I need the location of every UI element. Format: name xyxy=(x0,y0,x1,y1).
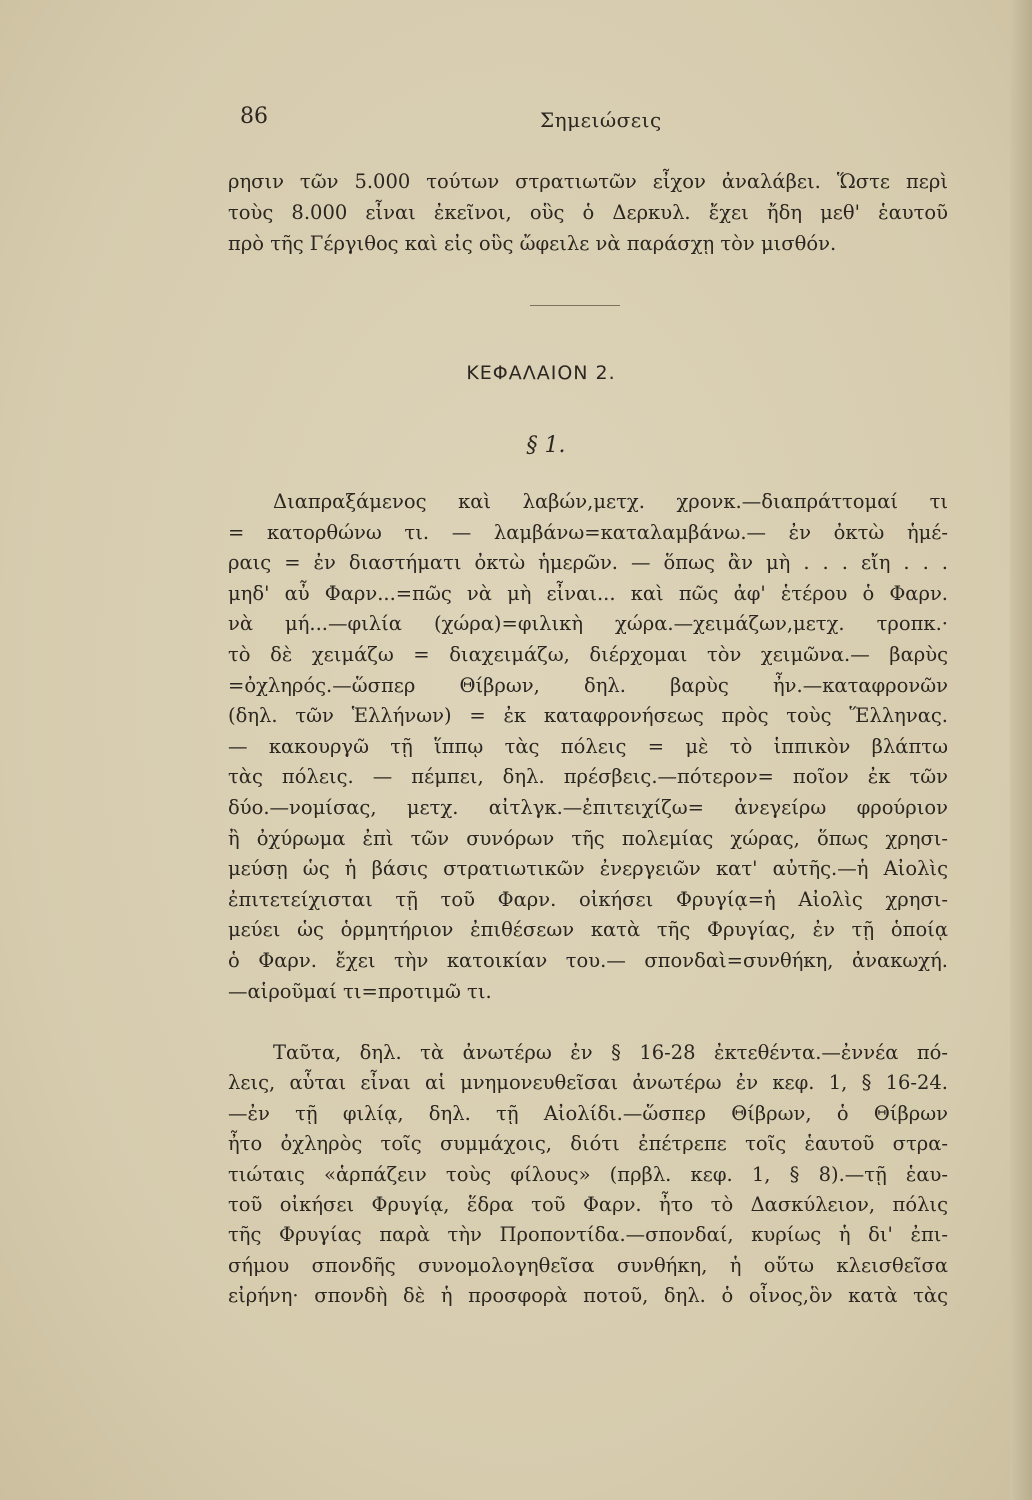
text-line: ραις = ἐν διαστήματι ὀκτὼ ἡμερῶν. — ὅπως ἂν μὴ . . . εἴη . . . xyxy=(228,551,948,575)
text-line: μεύσῃ ὡς ἡ βάσις στρατιωτικῶν ἐνεργειῶν κατ' αὐτῆς.—ἡ Αἰολὶς xyxy=(228,857,948,881)
text-line: τὰς πόλεις. — πέμπει, δηλ. πρέσβεις.—πότερον= ποῖον ἐκ τῶν xyxy=(228,765,948,789)
text-line: δύο.—νομίσας, μετχ. αἰτλγκ.—ἐπιτειχίζω= ἀνεγείρω φρούριον xyxy=(228,795,948,819)
text-line: σήμου σπονδῆς συνομολογηθεῖσα συνθήκη, ἡ οὕτω κλεισθεῖσα xyxy=(228,1253,948,1277)
text-line: =ὀχληρός.—ὥσπερ Θίβρων, δηλ. βαρὺς ἦν.—καταφρονῶν xyxy=(228,673,948,697)
text-line: ἦτο ὀχληρὸς τοῖς συμμάχοις, διότι ἐπέτρεπε τοῖς ἑαυτοῦ στρα- xyxy=(228,1132,948,1156)
text-line: (δηλ. τῶν Ἑλλήνων) = ἐκ καταφρονήσεως πρὸς τοὺς Ἕλληνας. xyxy=(228,704,948,728)
text-line: τοὺς 8.000 εἶναι ἐκεῖνοι, οὓς ὁ Δερκυλ. ἔχει ἤδη μεθ' ἑαυτοῦ xyxy=(228,201,948,224)
intro-paragraph xyxy=(228,166,948,259)
text-line: πρὸ τῆς Γέργιθος καὶ εἰς οὓς ὤφειλε νὰ παράσχῃ τὸν μισθόν. xyxy=(228,232,837,255)
text-line: —αἱροῦμαί τι=προτιμῶ τι. xyxy=(228,979,492,1003)
page-header xyxy=(0,100,1032,140)
page-edge xyxy=(1010,0,1032,1500)
page-number: 86 xyxy=(240,104,268,129)
text-line: = κατορθώνω τι. — λαμβάνω=καταλαμβάνω.— ἐν ὀκτὼ ἡμέ- xyxy=(228,520,948,544)
text-line: —ἐν τῇ φιλίᾳ, δηλ. τῇ Αἰολίδι.—ὥσπερ Θίβρων, ὁ Θίβρων xyxy=(228,1101,948,1125)
text-line: τῆς Φρυγίας παρὰ τὴν Προποντίδα.—σπονδαί, κυρίως ἡ δι' ἐπι- xyxy=(228,1223,948,1247)
text-line: εἰρήνη· σπονδὴ δὲ ἡ προσφορὰ ποτοῦ, δηλ. ὁ οἶνος,ὃν κατὰ τὰς xyxy=(228,1284,948,1308)
text-line: ὁ Φαρν. ἔχει τὴν κατοικίαν του.— σπονδαὶ=συνθήκη, ἀνακωχή. xyxy=(228,948,948,972)
second-paragraph xyxy=(228,1038,948,1312)
text-line: ἐπιτετείχισται τῇ τοῦ Φαρν. οἰκήσει Φρυγίᾳ=ἡ Αἰολὶς χρησι- xyxy=(228,887,948,911)
text-line: τοῦ οἰκήσει Φρυγίᾳ, ἕδρα τοῦ Φαρν. ἦτο τὸ Δασκύλειον, πόλις xyxy=(228,1193,948,1217)
notes-paragraph xyxy=(228,487,948,1007)
text-line: ἢ ὀχύρωμα ἐπὶ τῶν συνόρων τῆς πολεμίας χώρας, ὅπως χρησι- xyxy=(228,826,948,850)
text-line: λεις, αὗται εἶναι αἱ μνημονευθεῖσαι ἀνωτέρω ἐν κεφ. 1, § 16-24. xyxy=(228,1071,948,1095)
text-line: ρησιν τῶν 5.000 τούτων στρατιωτῶν εἶχον ἀναλάβει. Ὥστε περὶ xyxy=(228,170,948,193)
text-line: μεύει ὡς ὁρμητήριον ἐπιθέσεων κατὰ τῆς Φρυγίας, ἐν τῇ ὁποίᾳ xyxy=(228,918,948,942)
chapter-heading: ΚΕΦΑΛΑΙΟΝ 2. xyxy=(466,362,616,384)
text-line: τὸ δὲ χειμάζω = διαχειμάζω, διέρχομαι τὸν χειμῶνα.— βαρὺς xyxy=(228,642,948,666)
running-title: Σημειώσεις xyxy=(540,108,662,132)
text-line: Ταῦτα, δηλ. τὰ ἀνωτέρω ἐν § 16-28 ἐκτεθέντα.—ἐννέα πό- xyxy=(273,1041,948,1064)
section-divider xyxy=(530,305,620,306)
section-heading: § 1. xyxy=(526,433,566,458)
text-line: τιώταις «ἁρπάζειν τοὺς φίλους» (πρβλ. κεφ. 1, § 8).—τῇ ἑαυ- xyxy=(228,1162,948,1186)
text-line: μηδ' αὖ Φαρν...=πῶς νὰ μὴ εἶναι... καὶ πῶς ἀφ' ἑτέρου ὁ Φαρν. xyxy=(228,581,948,605)
text-line: — κακουργῶ τῇ ἵππῳ τὰς πόλεις = μὲ τὸ ἱππικὸν βλάπτω xyxy=(228,734,948,758)
text-line: νὰ μή...—φιλία (χώρα)=φιλικὴ χώρα.—χειμάζων,μετχ. τροπκ.· xyxy=(228,612,948,636)
text-line: Διαπραξάμενος καὶ λαβών,μετχ. χρονκ.—διαπράττομαί τι xyxy=(273,490,948,513)
